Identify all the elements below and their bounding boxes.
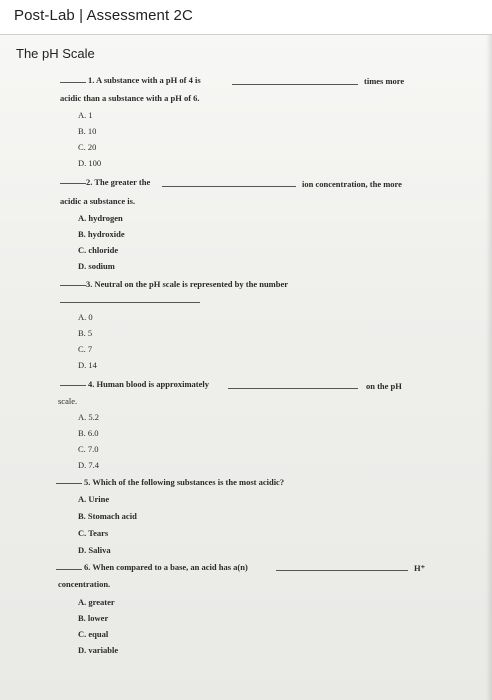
question-6-option-c: C. equal xyxy=(78,629,109,639)
question-2-option-c: C. chloride xyxy=(78,245,119,255)
answer-blank-q4 xyxy=(60,385,86,386)
answer-blank-q3 xyxy=(60,285,86,286)
question-2-option-a: A. hydrogen xyxy=(78,213,123,223)
fill-blank-q3 xyxy=(60,302,200,303)
question-5-option-c: C. Tears xyxy=(78,528,109,538)
question-4-stem-end: on the pH xyxy=(366,381,402,391)
question-1-option-c: C. 20 xyxy=(78,142,97,152)
question-6-option-a: A. greater xyxy=(78,597,115,607)
question-1-option-d: D. 100 xyxy=(78,158,102,168)
question-2-stem-end: ion concentration, the more xyxy=(302,179,402,189)
question-2-stem: 2. The greater the xyxy=(86,177,151,187)
question-4-stem: 4. Human blood is approximately xyxy=(88,379,209,389)
question-5-option-b: B. Stomach acid xyxy=(78,511,137,521)
section-title: The pH Scale xyxy=(16,46,95,61)
question-3-stem: 3. Neutral on the pH scale is represented by the number xyxy=(86,279,289,289)
question-5-option-a: A. Urine xyxy=(78,494,110,504)
question-1-option-b: B. 10 xyxy=(78,126,97,136)
answer-blank-q5 xyxy=(56,483,82,484)
question-4-option-c: C. 7.0 xyxy=(78,444,99,454)
question-4-option-b: B. 6.0 xyxy=(78,428,99,438)
fill-blank-q2 xyxy=(162,186,296,187)
question-6-option-b: B. lower xyxy=(78,613,109,623)
question-4-continuation: scale. xyxy=(58,396,78,406)
question-4-option-d: D. 7.4 xyxy=(78,460,100,470)
question-5-stem: 5. Which of the following substances is the most acidic? xyxy=(84,477,285,487)
question-2-option-d: D. sodium xyxy=(78,261,115,271)
fill-blank-q6 xyxy=(276,570,408,571)
page-title: Post-Lab | Assessment 2C xyxy=(14,7,193,24)
fill-blank-q4 xyxy=(228,388,358,389)
worksheet-photo xyxy=(0,34,492,700)
question-6-continuation: concentration. xyxy=(58,579,111,589)
question-1-continuation: acidic than a substance with a pH of 6. xyxy=(60,93,200,103)
question-5-option-d: D. Saliva xyxy=(78,545,111,555)
page-header xyxy=(0,0,492,35)
question-1-stem: 1. A substance with a pH of 4 is xyxy=(88,75,201,85)
fill-blank-q1 xyxy=(232,84,358,85)
question-3-option-c: C. 7 xyxy=(78,344,93,354)
question-2-option-b: B. hydroxide xyxy=(78,229,125,239)
question-6-stem: 6. When compared to a base, an acid has a(n) xyxy=(84,562,248,572)
answer-blank-q2 xyxy=(60,183,86,184)
question-4-option-a: A. 5.2 xyxy=(78,412,100,422)
page-edge-shadow xyxy=(486,34,492,700)
answer-blank-q6 xyxy=(56,569,82,570)
answer-blank-q1 xyxy=(60,82,86,83)
question-1-stem-end: times more xyxy=(364,76,405,86)
question-1-option-a: A. 1 xyxy=(78,110,93,120)
question-6-stem-end: H⁺ xyxy=(414,563,426,573)
question-2-continuation: acidic a substance is. xyxy=(60,196,136,206)
question-6-option-d: D. variable xyxy=(78,645,119,655)
question-3-option-a: A. 0 xyxy=(78,312,93,322)
question-3-option-d: D. 14 xyxy=(78,360,97,370)
question-3-option-b: B. 5 xyxy=(78,328,93,338)
